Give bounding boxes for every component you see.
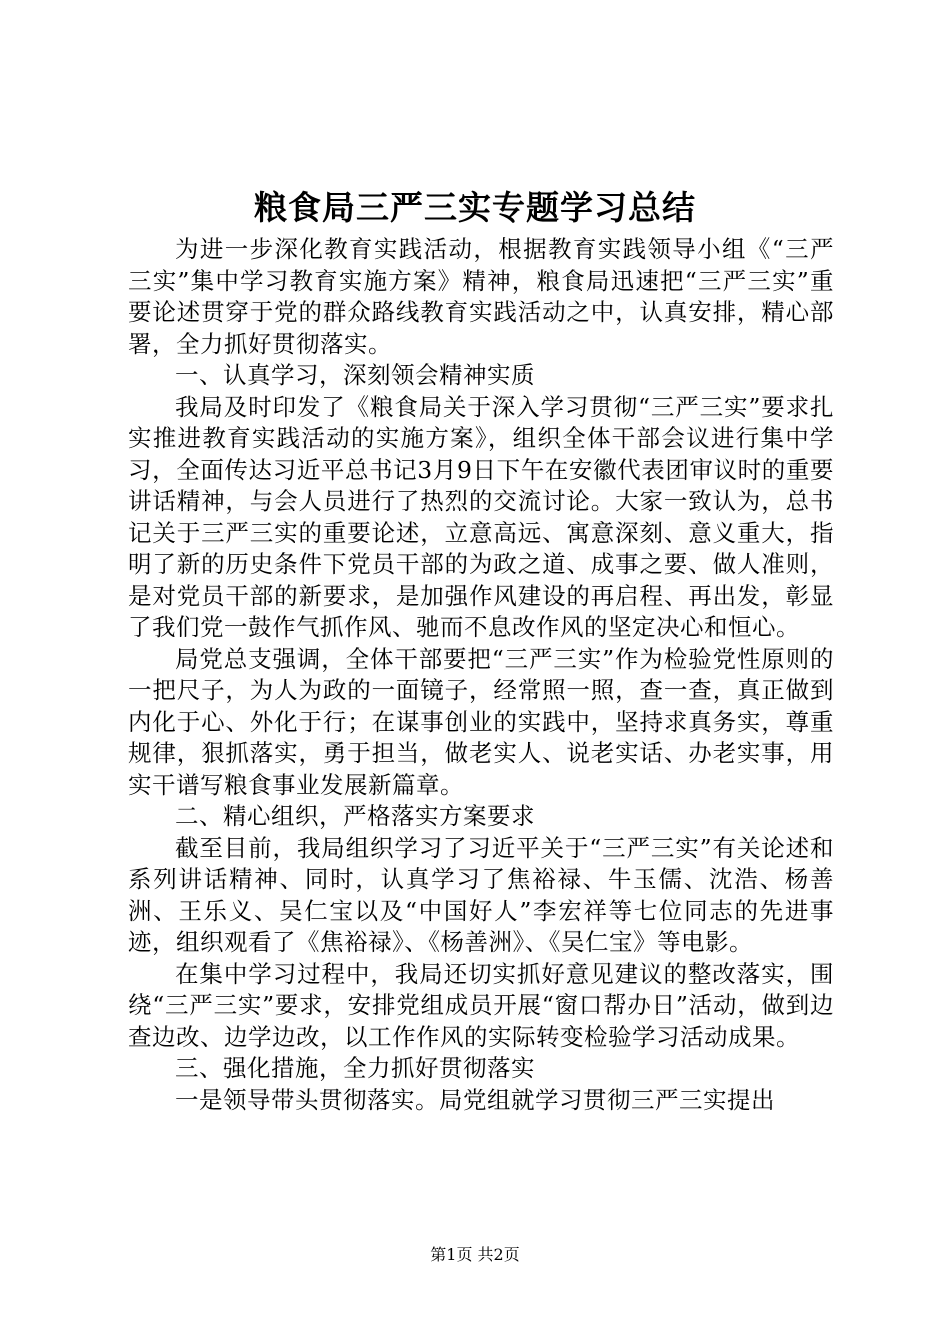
- document-body: [128, 234, 834, 1116]
- body-paragraph: 一是领导带头贯彻落实。局党组就学习贯彻三严三实提出: [175, 1085, 775, 1114]
- section-heading-3: 三、强化措施，全力抓好贯彻落实: [175, 1054, 535, 1082]
- page-number-footer: 第1页 共2页: [430, 1245, 520, 1264]
- body-paragraph: 局党总支强调，全体干部要把“三严三实”作为检验党性原则的一把尺子，为人为政的一面镜子，经常照一照，查一查，真正做到内化于心、外化于行；在谋事创业的实践中，坚持求真务实，尊重规律，狠抓落实，勇于担当，做老实人、说老实话、办老实事，用实干谱写粮食事业发展新篇章。: [128, 644, 834, 799]
- section-heading-1: 一、认真学习，深刻领会精神实质: [175, 361, 535, 389]
- section-heading-2: 二、精心组织，严格落实方案要求: [175, 802, 535, 830]
- intro-paragraph: 为进一步深化教育实践活动，根据教育实践领导小组《“三严三实”集中学习教育实施方案》精神，粮食局迅速把“三严三实”重要论述贯穿于党的群众路线教育实践活动之中，认真安排，精心部署，全力抓好贯彻落实。: [128, 235, 834, 358]
- body-paragraph: 在集中学习过程中，我局还切实抓好意见建议的整改落实，围绕“三严三实”要求，安排党组成员开展“窗口帮办日”活动，做到边查边改、边学边改，以工作作风的实际转变检验学习活动成果。: [128, 959, 834, 1051]
- body-paragraph: 我局及时印发了《粮食局关于深入学习贯彻“三严三实”要求扎实推进教育实践活动的实施方案》，组织全体干部会议进行集中学习，全面传达习近平总书记3月9日下午在安徽代表团审议时的重要讲话精神，与会人员进行了热烈的交流讨论。大家一致认为，总书记关于三严三实的重要论述，立意高远、寓意深刻、意义重大，指明了新的历史条件下党员干部的为政之道、成事之要、做人准则，是对党员干部的新要求，是加强作风建设的再启程、再出发，彰显了我们党一鼓作气抓作风、驰而不息改作风的坚定决心和恒心。: [128, 392, 834, 641]
- body-paragraph: 截至目前，我局组织学习了习近平关于“三严三实”有关论述和系列讲话精神、同时，认真学习了焦裕禄、牛玉儒、沈浩、杨善洲、王乐义、吴仁宝以及“中国好人”李宏祥等七位同志的先进事迹，组织观看了《焦裕禄》、《杨善洲》、《吴仁宝》等电影。: [128, 833, 834, 956]
- document-title: 粮食局三严三实专题学习总结: [254, 188, 696, 227]
